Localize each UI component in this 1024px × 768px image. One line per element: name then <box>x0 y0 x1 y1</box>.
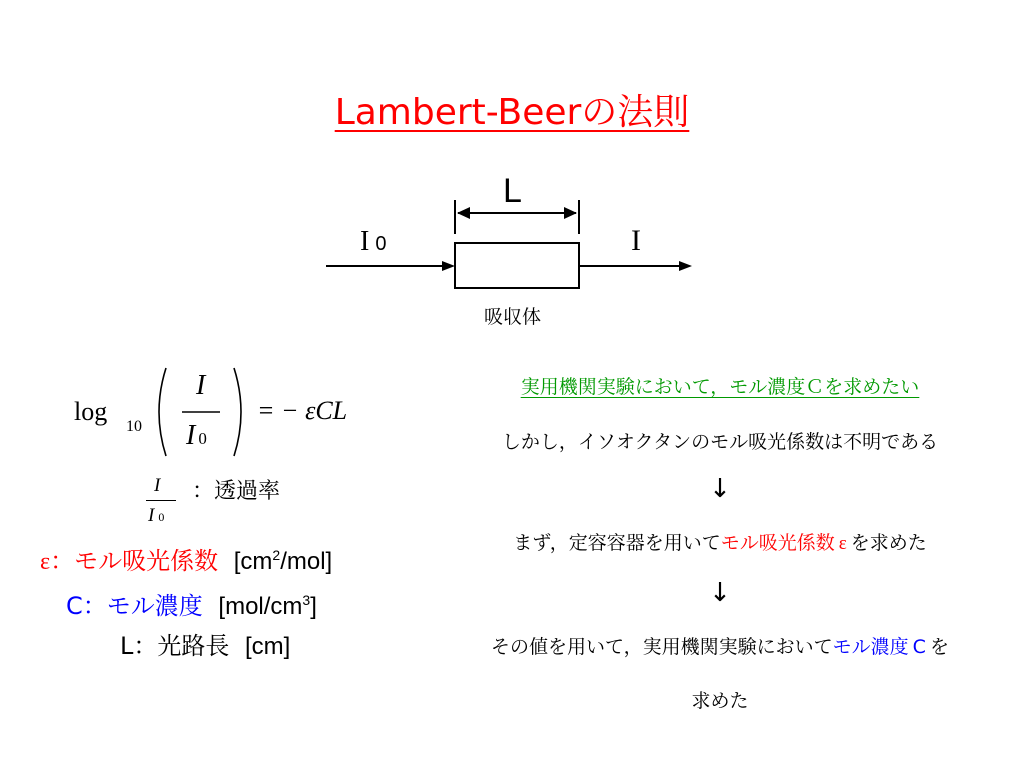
absorber-box <box>455 243 579 288</box>
epsilon-name: モル吸光係数 <box>74 547 219 575</box>
formula-denominator-subscript: 0 <box>198 429 207 448</box>
concentration-sep: ： <box>82 592 107 620</box>
epsilon-unit-post: /mol] <box>280 548 333 575</box>
left-paren <box>159 368 166 456</box>
explanation-line-1 <box>425 372 1015 399</box>
formula-rhs: = − εCL <box>257 396 348 425</box>
line4-post: を <box>929 636 949 658</box>
formula-numerator: I <box>196 370 206 401</box>
dimension-arrowhead-right <box>564 207 577 219</box>
explanation-line-2: しかし，イソオクタンのモル吸光係数は不明である <box>501 431 939 453</box>
dimension-arrowhead-left <box>457 207 470 219</box>
incident-I: I <box>360 226 370 257</box>
incident-subscript: 0 <box>375 233 387 255</box>
line3-sym: ε <box>838 533 847 554</box>
explanation-line-4 <box>425 632 1015 659</box>
transmittance-denominator <box>148 505 164 527</box>
path-length-sep: ： <box>133 632 158 660</box>
concentration-unit-pre: [mol/cm <box>218 593 303 620</box>
epsilon-unit-sup: 2 <box>272 547 281 563</box>
transmitted-label: I <box>631 224 641 257</box>
incident-arrowhead <box>442 261 455 271</box>
transmitted-arrowhead <box>679 261 692 271</box>
explanation-line-3 <box>425 528 1015 555</box>
slide-title: Lambert-Beerの法則 <box>334 92 690 133</box>
absorber-label: 吸収体 <box>484 306 542 328</box>
explanation-line-1-text: 実用機関実験において，モル濃度Ｃを求めたい <box>520 376 920 398</box>
transmittance-label: ：透過率 <box>192 479 281 504</box>
concentration-unit-sup: 3 <box>302 592 311 608</box>
formula-denominator-I: I <box>186 420 196 451</box>
right-paren <box>234 368 241 456</box>
epsilon-unit-pre: [cm <box>233 548 273 575</box>
line4-sym: C <box>912 636 926 658</box>
concentration-symbol: C <box>66 592 83 620</box>
explanation-arrow-1: ↓ <box>709 474 731 504</box>
transmittance-numerator: I <box>154 475 161 496</box>
concentration-name: モル濃度 <box>106 592 203 620</box>
formula-denominator <box>186 420 207 452</box>
concentration-unit <box>218 593 316 620</box>
line3-post: を求めた <box>850 532 927 554</box>
line4-blue: モル濃度 <box>832 636 909 658</box>
epsilon-definition <box>40 541 332 576</box>
concentration-unit-post: ] <box>310 593 317 620</box>
path-length-name: 光路長 <box>157 632 230 660</box>
formula-base: 10 <box>126 418 142 435</box>
line3-red: モル吸光係数 <box>720 532 835 554</box>
epsilon-symbol: ε <box>40 549 51 575</box>
explanation-arrow-2: ↓ <box>709 578 731 608</box>
path-length-symbol: L <box>120 632 134 660</box>
epsilon-sep: ： <box>50 547 75 575</box>
path-length-unit: [cm] <box>245 633 291 660</box>
formula-log: log <box>74 397 108 426</box>
line4-pre: その値を用いて，実用機関実験において <box>491 636 833 658</box>
length-label: L <box>503 172 522 210</box>
explanation-line-5: 求めた <box>691 690 749 712</box>
line3-pre: まず，定容容器を用いて <box>513 532 721 554</box>
transmittance-bar <box>146 500 176 501</box>
epsilon-unit <box>234 548 332 575</box>
transmittance-den-I: I <box>148 505 155 526</box>
path-length-definition <box>120 626 290 661</box>
incident-label <box>360 226 386 258</box>
concentration-definition <box>66 586 317 621</box>
transmittance-den-subscript: 0 <box>158 510 165 524</box>
